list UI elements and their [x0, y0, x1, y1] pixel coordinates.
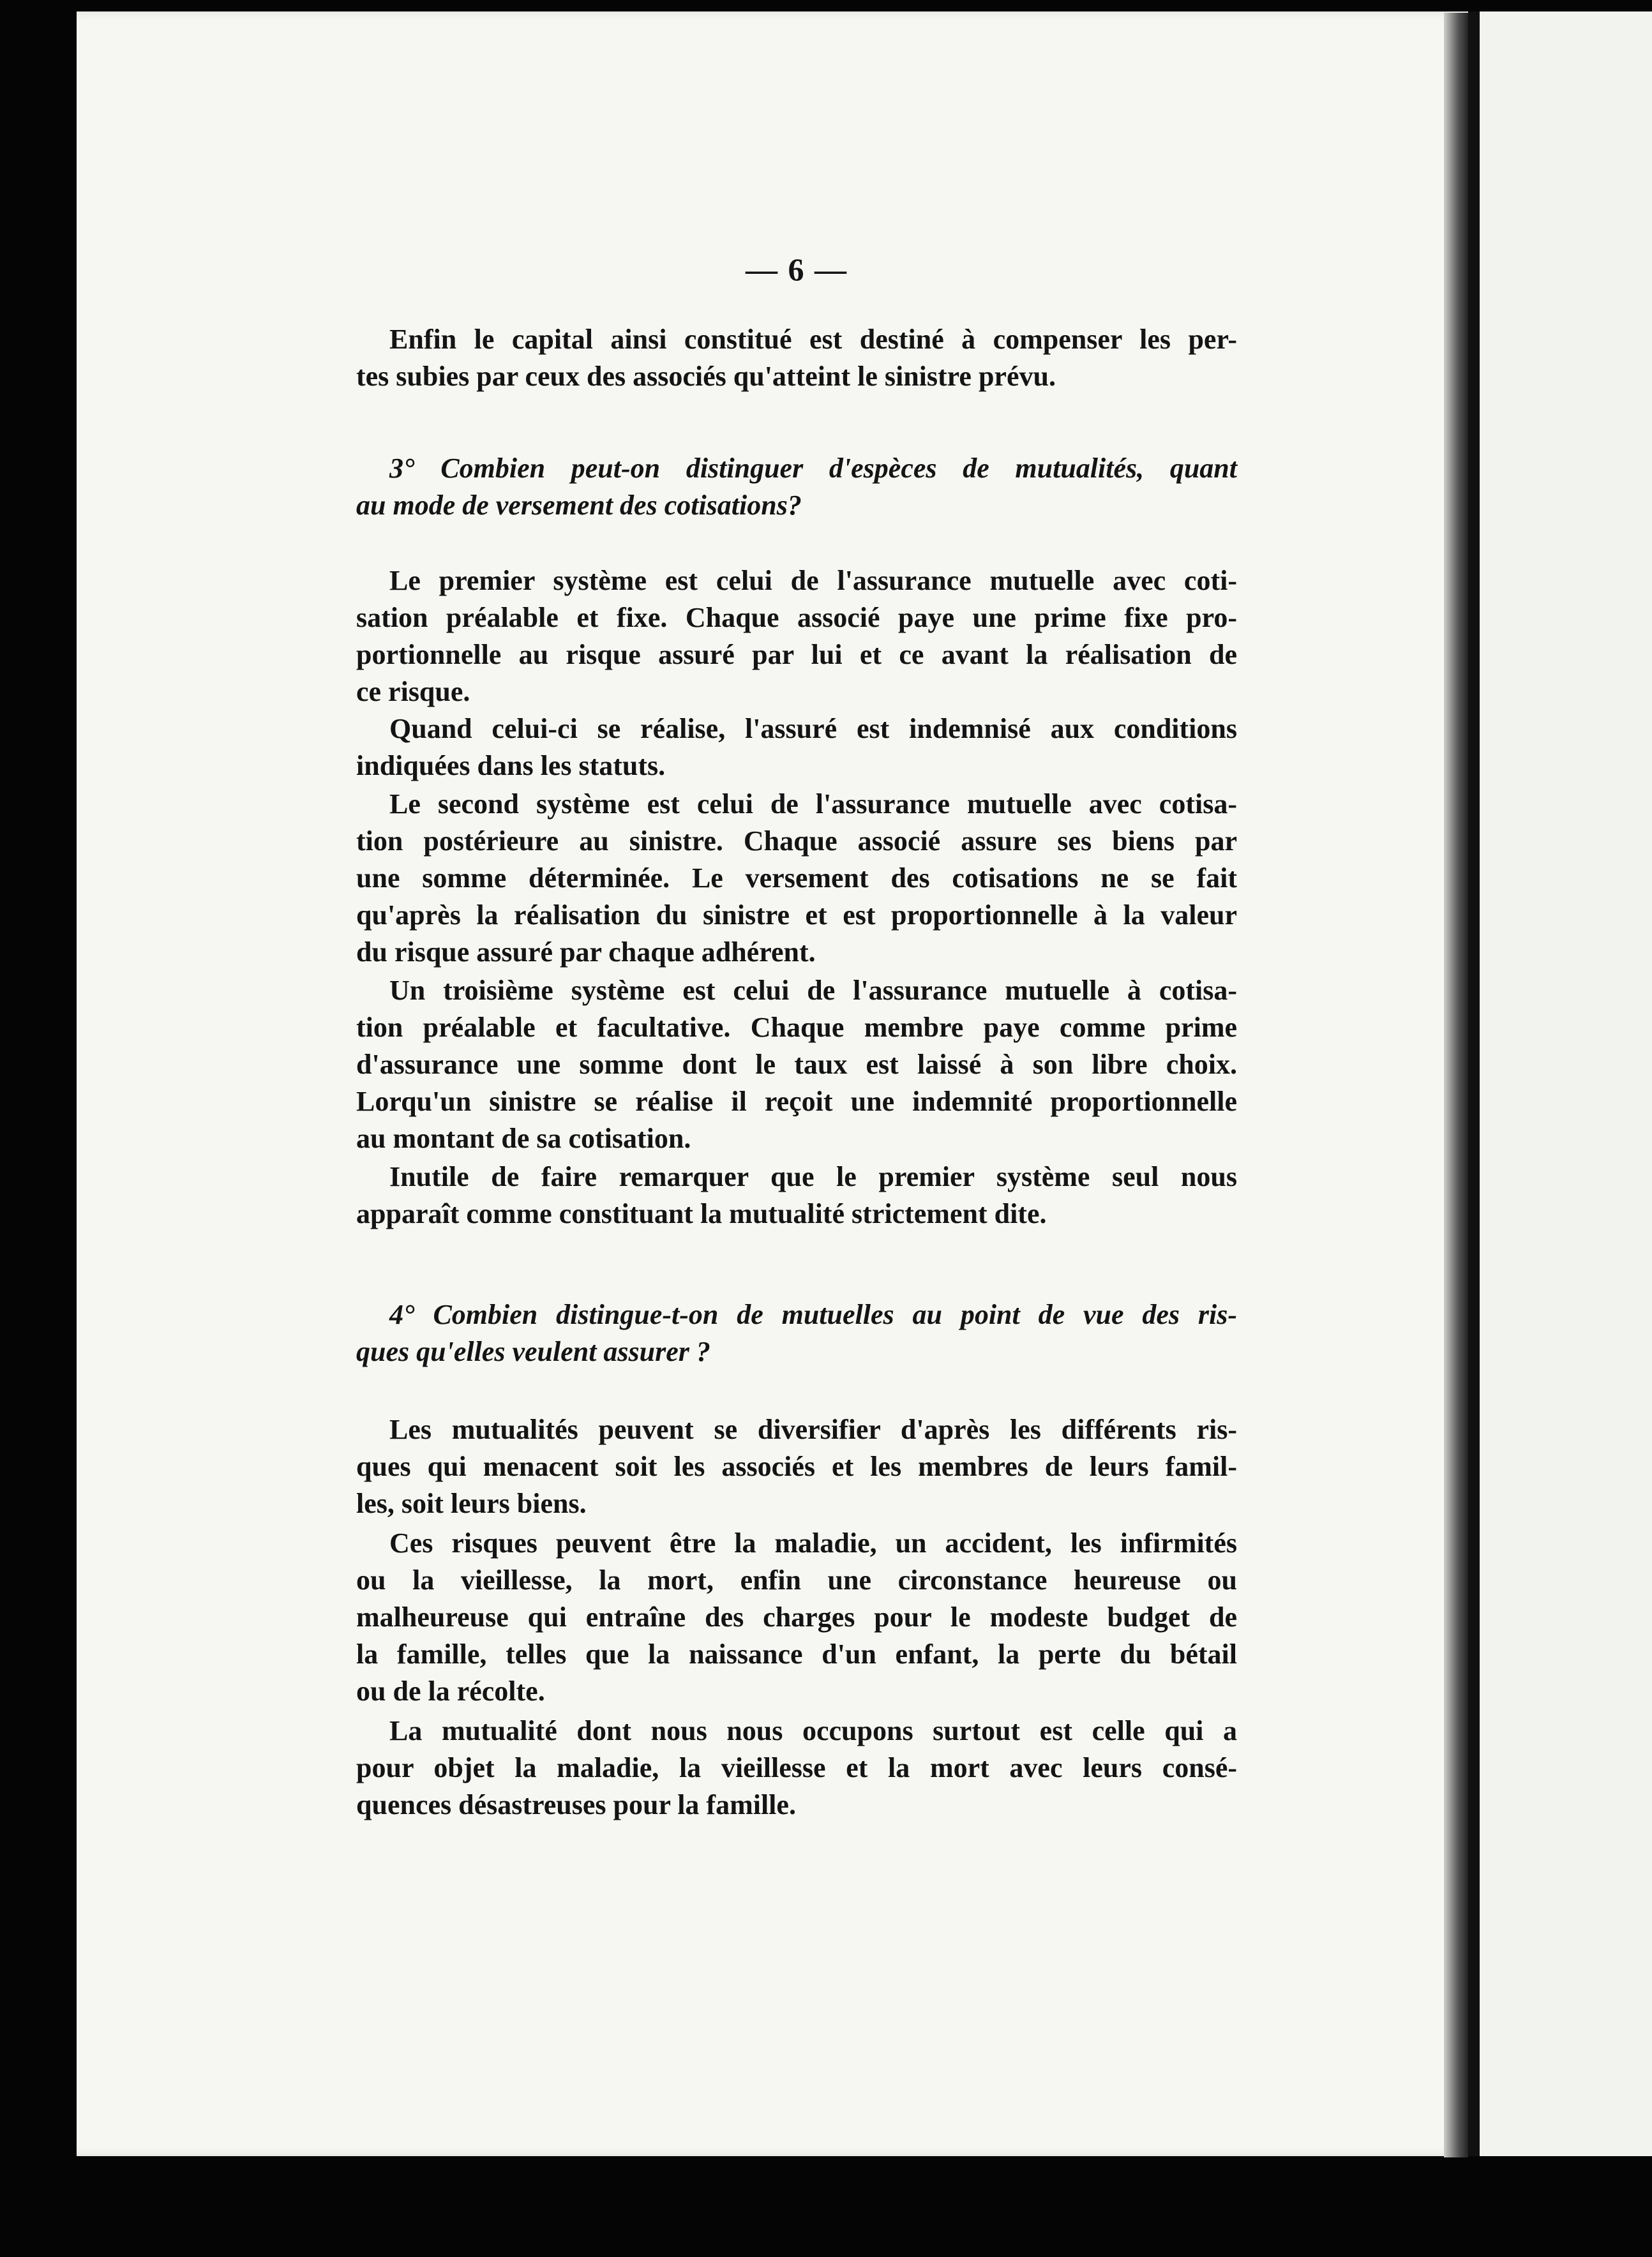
body-line: malheureuse qui entraîne des charges pour le modeste budget de	[356, 1601, 1237, 1633]
body-line: au montant de sa cotisation.	[356, 1123, 691, 1154]
body-line: qu'après la réalisation du sinistre et est proportionnelle à la valeur	[356, 899, 1237, 931]
body-line: d'assurance une somme dont le taux est laissé à son libre choix.	[356, 1049, 1237, 1080]
question-line: ques qu'elles veulent assurer ?	[356, 1336, 710, 1367]
adjacent-page	[1480, 11, 1652, 2156]
body-line: indiquées dans les statuts.	[356, 750, 666, 781]
body-line: quences désastreuses pour la famille.	[356, 1789, 796, 1820]
body-line: pour objet la maladie, la vieillesse et la mort avec leurs consé-	[356, 1752, 1237, 1783]
body-line: portionnelle au risque assuré par lui et ce avant la réalisation de	[356, 639, 1237, 670]
body-line: La mutualité dont nous nous occupons surtout est celle qui a	[389, 1715, 1237, 1746]
body-line: Lorqu'un sinistre se réalise il reçoit une indemnité proportionnelle	[356, 1086, 1237, 1117]
body-line: ou la vieillesse, la mort, enfin une circonstance heureuse ou	[356, 1564, 1237, 1596]
body-line: une somme déterminée. Le versement des cotisations ne se fait	[356, 862, 1237, 894]
question-line: au mode de versement des cotisations?	[356, 490, 802, 521]
body-line: Le second système est celui de l'assurance mutuelle avec cotisa-	[389, 788, 1237, 820]
body-line: Les mutualités peuvent se diversifier d'après les différents ris-	[389, 1414, 1237, 1445]
book-fold	[1468, 11, 1480, 2156]
body-line: ques qui menacent soit les associés et les membres de leurs famil-	[356, 1451, 1237, 1482]
body-line: tion postérieure au sinistre. Chaque associé assure ses biens par	[356, 825, 1237, 857]
body-line: ce risque.	[356, 676, 470, 707]
page-gutter-shadow	[1444, 13, 1468, 2157]
question-line: 4° Combien distingue-t-on de mutuelles au point de vue des ris-	[389, 1299, 1237, 1330]
body-line: Enfin le capital ainsi constitué est destiné à compenser les per-	[389, 324, 1237, 355]
page-number: — 6 —	[746, 251, 848, 287]
body-line: tion préalable et facultative. Chaque membre paye comme prime	[356, 1012, 1237, 1043]
body-line: Quand celui-ci se réalise, l'assuré est indemnisé aux conditions	[389, 713, 1237, 744]
body-line: les, soit leurs biens.	[356, 1488, 587, 1519]
body-line: Ces risques peuvent être la maladie, un accident, les infirmités	[389, 1527, 1237, 1559]
body-line: Le premier système est celui de l'assurance mutuelle avec coti-	[389, 565, 1237, 596]
body-line: sation préalable et fixe. Chaque associé paye une prime fixe pro-	[356, 602, 1237, 633]
body-line: la famille, telles que la naissance d'un enfant, la perte du bétail	[356, 1638, 1237, 1670]
question-line: 3° Combien peut-on distinguer d'espèces de mutualités, quant	[389, 453, 1237, 484]
body-line: Un troisième système est celui de l'assurance mutuelle à cotisa-	[389, 975, 1237, 1006]
body-line: du risque assuré par chaque adhérent.	[356, 936, 816, 968]
body-line: apparaît comme constituant la mutualité strictement dite.	[356, 1198, 1047, 1229]
body-line: ou de la récolte.	[356, 1676, 545, 1707]
body-line: tes subies par ceux des associés qu'atteint le sinistre prévu.	[356, 361, 1056, 392]
body-line: Inutile de faire remarquer que le premier système seul nous	[389, 1161, 1237, 1192]
